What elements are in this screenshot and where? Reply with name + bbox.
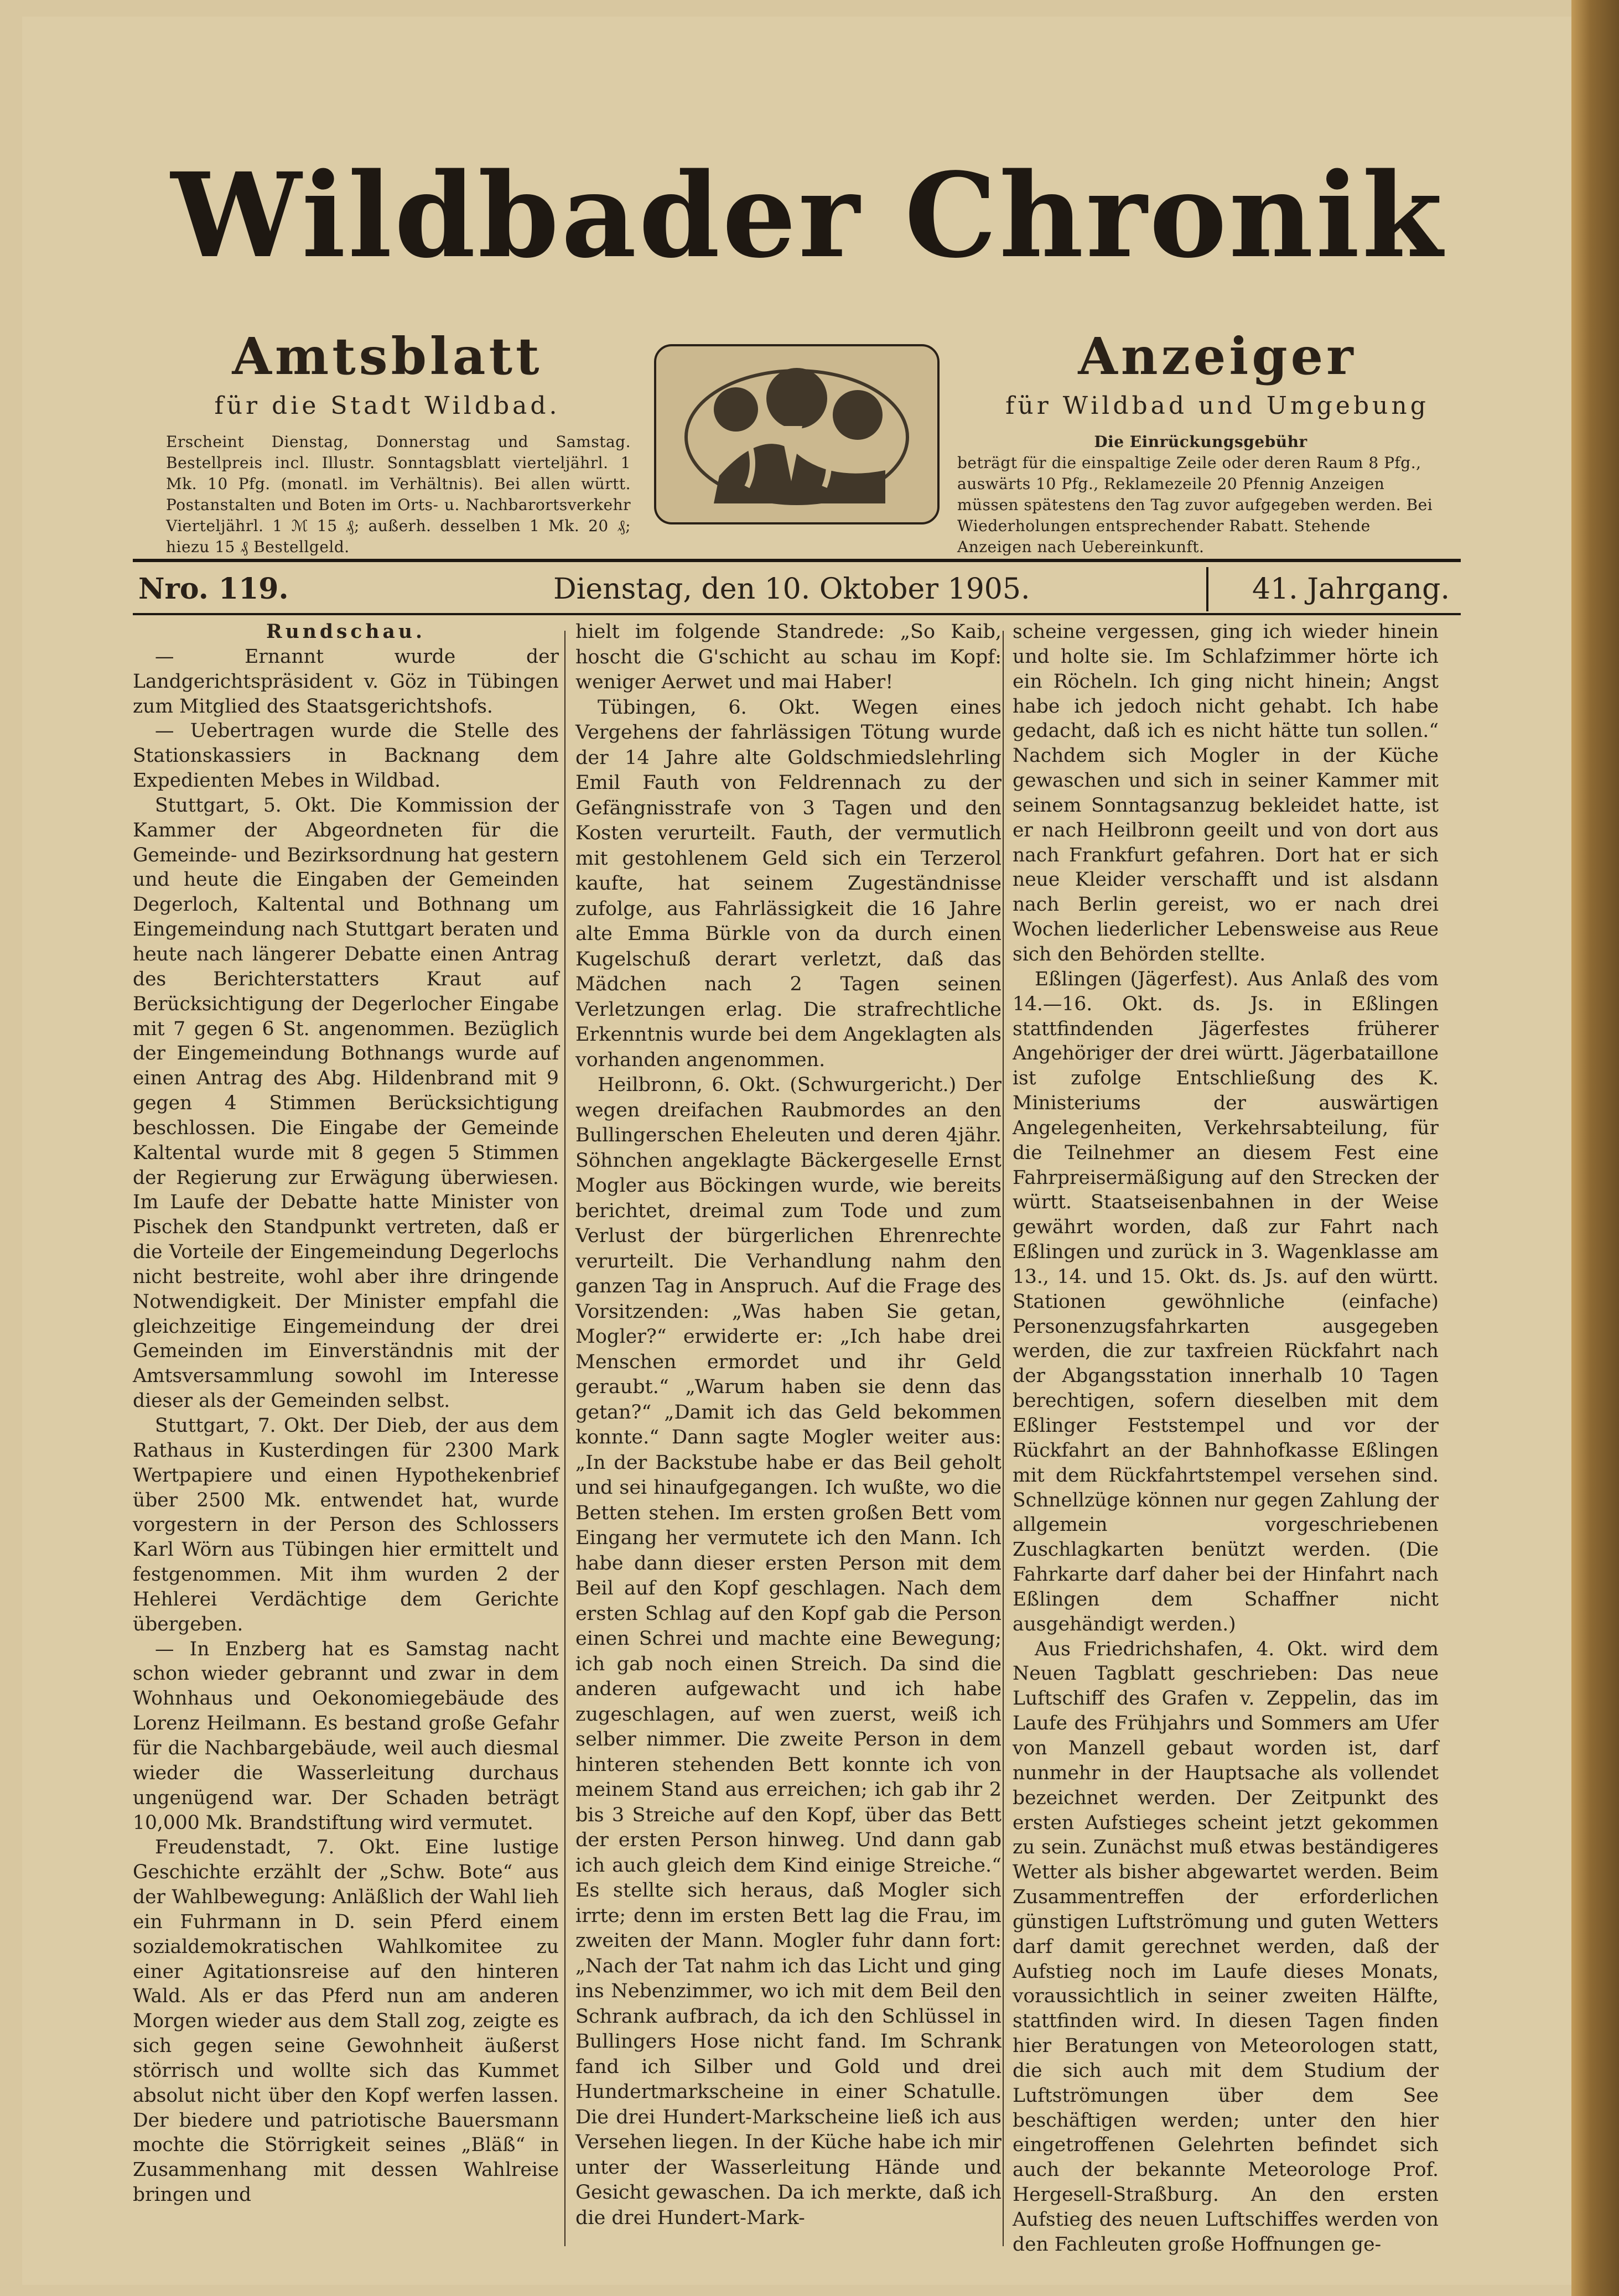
article-paragraph: Heilbronn, 6. Okt. (Schwurgericht.) Der wegen dreifachen Raubmordes an den Bullingerschen Eheleuten und deren 4jähr. Söhnchen angeklagte Bäckergeselle Ernst Mogler aus Böckingen wurde, wie bereits berichtet, dreimal zum Tode und zum Verlust der bürgerlichen Ehrenrechte verurteilt. Die Verhandlung nahm den ganzen Tag in Anspruch. Auf die Frage des Vorsitzenden: „Was haben Sie getan, Mogler?“ erwiderte er: „Ich habe drei Menschen ermordet und ihr Geld geraubt.“ „Warum haben sie denn das getan?“ „Damit ich das Geld bekommen konnte.“ Dann sagte Mogler weiter aus: „In der Backstube habe er das Beil geholt und sei hinaufgegangen. Ich wußte, wo die Betten stehen. Im ersten großen Bett vom Eingang her vermutete ich den Mann. Ich habe dann dieser ersten Person mit dem Beil auf den Kopf geschlagen. Nach dem ersten Schlag auf den Kopf gab die Person einen Schrei und machte eine Bewegung; ich gab noch einen Streich. Da sind die anderen aufgewacht und ich habe zugeschlagen, auf wen zuerst, weiß ich selber nimmer. Die zweite Person in dem hinteren stehenden Bett konnte ich von meinem Stand aus erreichen; ich gab ihr 2 bis 3 Streiche auf den Kopf, über das Bett der ersten Person hinweg. Und dann gab ich auch gleich dem Kind einige Streiche.“ Es stellte sich heraus, daß Mogler sich irrte; denn im ersten Bett lag die Frau, im zweiten der Mann. Mogler fuhr dann fort: „Nach der Tat nahm ich das Licht und ging ins Nebenzimmer, wo ich mit dem Beil den Schrank aufbrach, da ich den Schlüssel in Bullingers Hose nicht fand. Im Schrank fand ich Silber und Gold und drei Hundertmarkscheine in einer Schatulle. Die drei Hundert-Markscheine ließ ich aus Versehen liegen. In der Küche habe ich mir unter der Wasserleitung Hände und Gesicht gewaschen. Da ich merkte, daß ich die drei Hundert-Mark- [575,1074,1002,2229]
anzeiger-label: Anzeiger [1078,326,1357,386]
column-2 [575,620,1002,2231]
amtsblatt-subtitle: für die Stadt Wildbad. [214,392,561,420]
article-paragraph: — Uebertragen wurde die Stelle des Stationskassiers in Backnang dem Expedienten Mebes in Wildbad. [133,720,559,792]
amtsblatt-heading [210,326,564,420]
article-paragraph: — In Enzberg hat es Samstag nacht schon wieder gebrannt und zwar in dem Wohnhaus und Oekonomiegebäude des Lorenz Heilmann. Es bestand große Gefahr für die Nachbargebäude, weil auch diesmal wieder die Wasserleitung durchaus ungenügend war. Der Schaden beträgt 10,000 Mk. Brandstiftung wird vermutet. [133,1638,559,1834]
column-1 [133,620,559,2207]
newspaper-title: Wildbader Chronik [170,147,1445,284]
column-3 [1013,620,1439,2257]
article-paragraph: Eßlingen (Jägerfest). Aus Anlaß des vom 14.—16. Okt. ds. Js. in Eßlingen stattfindenden Jägerfestes früherer Angehöriger der drei württ. Jägerbataillone ist zufolge Entschließung des K. Ministeriums der auswärtigen Angelegenheiten, Verkehrsabteilung, für die Teilnehmer an diesem Fest eine Fahrpreisermäßigung auf den Strecken der württ. Staatseisenbahnen in der Weise gewährt worden, daß zur Fahrt nach Eßlingen und zurück in 3. Wagenklasse am 13., 14. und 15. Okt. ds. Js. auf den württ. Stationen gewöhnliche (einfache) Personenzugsfahrkarten ausgegeben werden, die zur taxfreien Rückfahrt nach der Abgangsstation innerhalb 10 Tagen berechtigen, sofern dieselben mit dem Eßlinger Feststempel und vor der Rückfahrt an der Bahnhofkasse Eßlingen mit dem Rückfahrtstempel versehen sind. Schnellzüge können nur gegen Zahlung der allgemein vorgeschriebenen Zuschlagkarten benützt werden. (Die Fahrkarte darf daher bei der Hinfahrt nach Eßlingen dem Schaffner nicht ausgehändigt werden.) [1013,968,1439,1635]
article-paragraph: Tübingen, 6. Okt. Wegen eines Vergehens der fahrlässigen Tötung wurde der 14 Jahre alte Goldschmiedslehrling Emil Fauth von Feldrennach zu der Gefängnisstrafe von 3 Tagen und den Kosten verurteilt. Fauth, der vermutlich mit gestohlenem Geld sich ein Terzerol kaufte, hat seinem Zugeständnisse zufolge, aus Fahrlässigkeit die 16 Jahre alte Emma Bürkle von da durch einen Kugelschuß derart verletzt, daß das Mädchen nach 2 Tagen seinen Verletzungen erlag. Die strafrechtliche Erkenntnis wurde bei dem Angeklagten als vorhanden angenommen. [575,696,1002,1071]
section-heading: Rundschau. [266,621,425,643]
anzeiger-subtitle: für Wildbad und Umgebung [1005,392,1429,420]
book-binding-edge [1571,0,1619,2296]
dateline-separator [1206,567,1208,611]
masthead-engraving-icon [653,343,941,526]
subscription-notice: Erscheint Dienstag, Donnerstag und Samstag. Bestellpreis incl. Illustr. Sonntagsblatt vierteljährl. 1 Mk. 10 Pfg. (monatl. im Verhältnis). Bei allen württ. Postanstalten und Boten im Orts- u. Nachbarortsverkehr Vierteljährl. 1 ℳ 15 ₰; außerh. desselben 1 Mk. 20 ₰; hiezu 15 ₰ Bestellgeld. [166,433,631,556]
amtsblatt-label: Amtsblatt [232,326,543,386]
article-paragraph: scheine vergessen, ging ich wieder hinein und holte sie. Im Schlafzimmer hörte ich ein Röcheln. Ich ging nicht hinein; Angst habe ich jedoch nicht gehabt. Ich habe gedacht, daß ich es nicht hätte tun sollen.“ Nachdem sich Mogler in der Küche gewaschen und sich in seiner Kammer mit seinem Sonntagsanzug bekleidet hatte, ist er nach Heilbronn geeilt und von dort aus nach Frankfurt gefahren. Dort hat er sich neue Kleider verschafft und ist alsdann nach Berlin gereist, wo er nach drei Wochen liederlicher Lebensweise aus Reue sich den Behörden stellte. [1013,621,1439,965]
article-paragraph: Aus Friedrichshafen, 4. Okt. wird dem Neuen Tagblatt geschrieben: Das neue Luftschiff des Grafen v. Zeppelin, das im Laufe des Frühjahrs und Sommers am Ufer von Manzell gebaut worden ist, darf nunmehr in der Hauptsache als vollendet bezeichnet werden. Der Zeitpunkt des ersten Aufstieges scheint jetzt gekommen zu sein. Zunächst muß etwas beständigeres Wetter als bisher abgewartet werden. Beim Zusammentreffen der erforderlichen günstigen Luftströmung und guten Wetters darf damit gerechnet werden, daß der Aufstieg noch im Laufe dieses Monats, voraussichtlich in seiner zweiten Hälfte, stattfinden wird. In diesen Tagen finden hier Beratungen von Meteorologen statt, die sich auch mit dem Studium der Luftströmungen über dem See beschäftigen werden; unter den hier eingetroffenen Gelehrten befindet sich auch der bekannte Meteorologe Prof. Hergesell-Straßburg. An den ersten Aufstieg des neuen Luftschiffes werden von den Fachleuten große Hoffnungen ge- [1013,1638,1439,2256]
advertising-notice-text: beträgt für die einspaltige Zeile oder deren Raum 8 Pfg., auswärts 10 Pfg., Reklamezeile 20 Pfennig Anzeigen müssen spätestens den Tag zuvor aufgegeben werden. Bei Wiederholungen entsprechender Rabatt. Stehende Anzeigen nach Uebereinkunft. [957,454,1433,556]
issue-date: Dienstag, den 10. Oktober 1905. [553,573,1030,606]
advertising-notice [957,432,1444,558]
advertising-notice-heading: Die Einrückungsgebühr [1094,433,1307,451]
article-paragraph: — Ernannt wurde der Landgerichtspräsident v. Göz in Tübingen zum Mitglied des Staatsgerichtshofs. [133,645,559,718]
anzeiger-heading [974,326,1461,420]
article-paragraph: Stuttgart, 7. Okt. Der Dieb, der aus dem Rathaus in Kusterdingen für 2300 Mark Wertpapiere und einen Hypothekenbrief über 2500 Mk. entwendet hat, wurde vorgestern in der Person des Schlossers Karl Wörn aus Tübingen hier ermittelt und festgenommen. Mit ihm wurden 2 der Hehlerei Verdächtige dem Gerichte übergeben. [133,1415,559,1635]
column-divider [564,631,565,2246]
article-paragraph: hielt im folgende Standrede: „So Kaib, hoscht die G'schicht au schau im Kopf: weniger Aerwet und mai Haber! [575,621,1002,693]
issue-number: Nro. 119. [138,572,289,606]
dateline-top-rule [133,559,1461,562]
volume-year: 41. Jahrgang. [1252,573,1450,606]
dateline-bottom-rule [133,613,1461,615]
article-paragraph: Freudenstadt, 7. Okt. Eine lustige Geschichte erzählt der „Schw. Bote“ aus der Wahlbewegung: Anläßlich der Wahl lieh ein Fuhrmann in D. sein Pferd einem sozialdemokratischen Wahlkomitee zu einer Agitationsreise auf den hinteren Wald. Als er das Pferd nun am anderen Morgen wieder aus dem Stall zog, zeigte es sich gegen seine Gewohnheit äußerst störrisch und wollte sich das Kummet absolut nicht über den Kopf werfen lassen. Der biedere und patriotische Bauersmann mochte die Störrigkeit seines „Bläß“ in Zusammenhang mit dessen Wahlreise bringen und [133,1836,559,2206]
dateline [133,564,1461,614]
column-divider [1003,631,1004,2246]
article-paragraph: Stuttgart, 5. Okt. Die Kommission der Kammer der Abgeordneten für die Gemeinde- und Bezirksordnung hat gestern und heute die Eingaben der Gemeinden Degerloch, Kaltental und Bothnang um Eingemeindung nach Stuttgart beraten und heute nach längerer Debatte einen Antrag des Berichterstatters Kraut auf Berücksichtigung der Degerlocher Eingabe mit 7 gegen 6 St. angenommen. Bezüglich der Eingemeindung Bothnangs wurde auf einen Antrag des Abg. Hildenbrand mit 9 gegen 4 Stimmen Berücksichtigung beschlossen. Die Eingabe der Gemeinde Kaltental wurde mit 8 gegen 5 Stimmen der Regierung zur Erwägung überwiesen. Im Laufe der Debatte hatte Minister von Pischek den Standpunkt vertreten, daß er die Vorteile der Eingemeindung Degerlochs nicht bestreite, wohl aber ihre dringende Notwendigkeit. Der Minister empfahl die gleichzeitige Eingemeindung der drei Gemeinden im Einverständnis mit der Amtsversammlung sowohl im Interesse dieser als der Gemeinden selbst. [133,794,559,1412]
